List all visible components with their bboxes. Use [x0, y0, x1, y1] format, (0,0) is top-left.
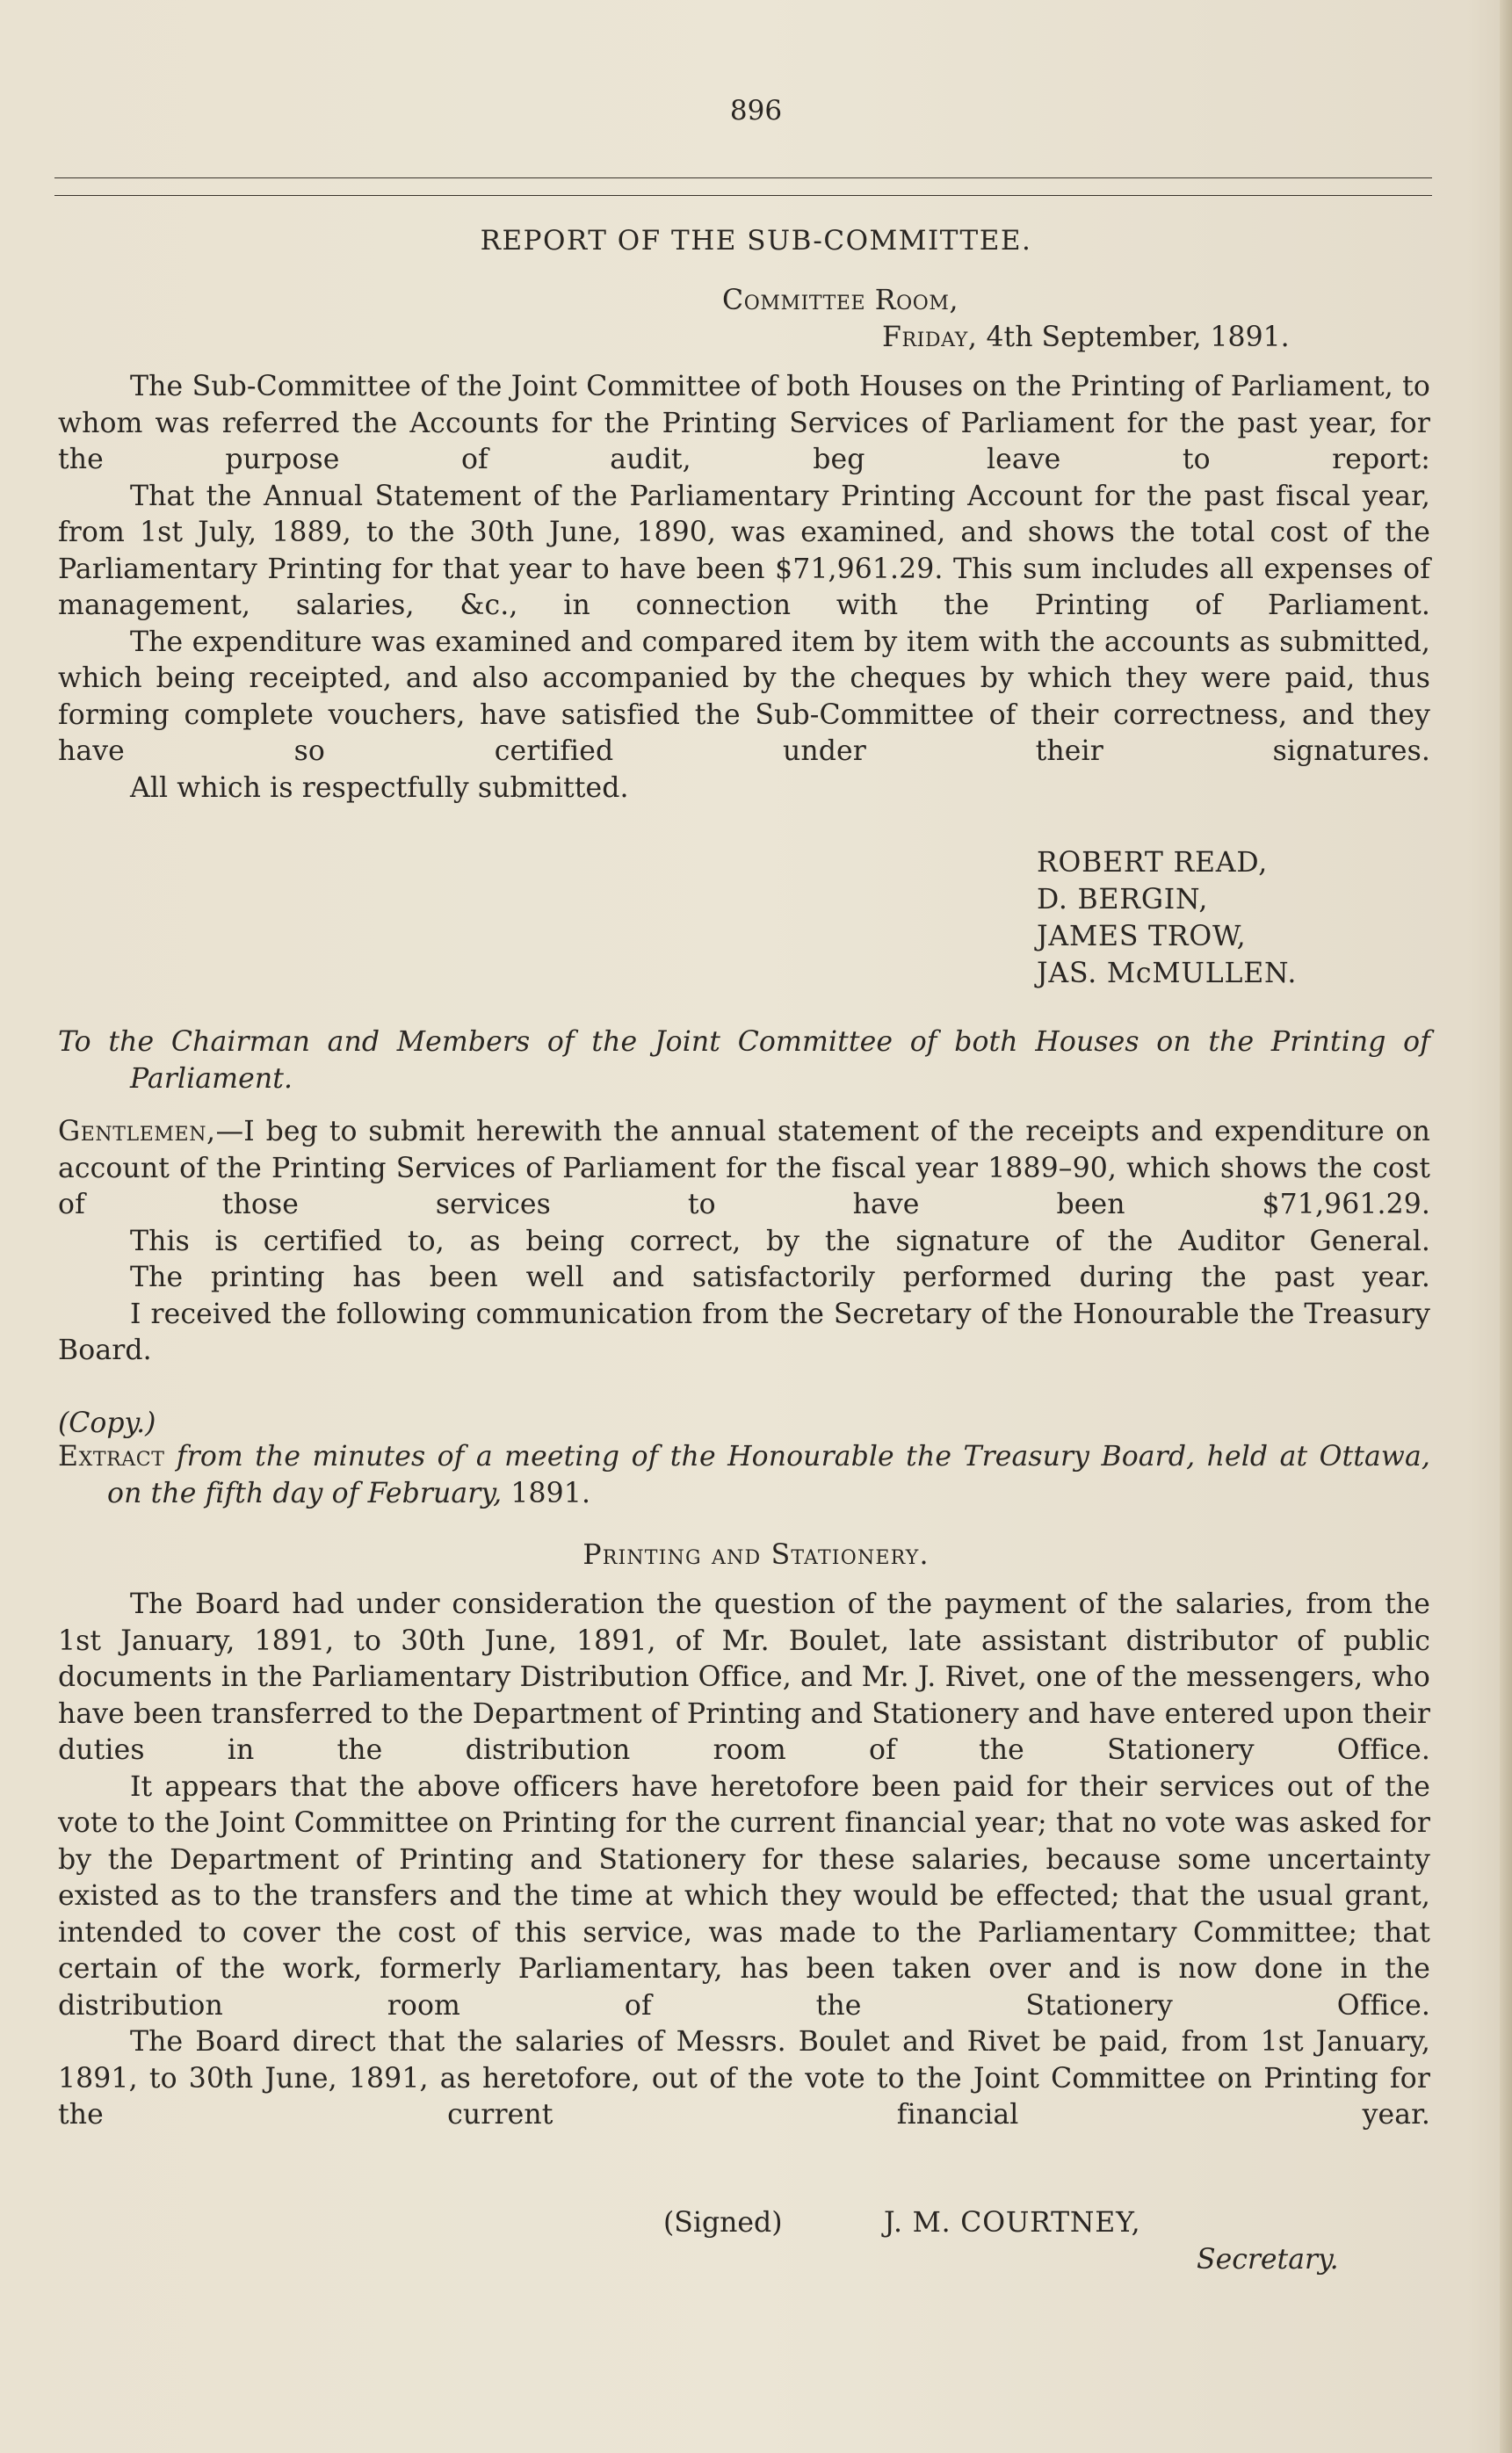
extract-paragraph: It appears that the above officers have heretofore been paid for their services out of the vote to the Joint Committee on Printing for the current financial year; that no vote was asked for by the Department of Printing and Stationery for these salaries, because some uncertainty existed as to the transfers and the time at which they would be effected; that the usual grant, intended to cover the cost of this service, was made to the Parliamentary Committee; that certain of the work, formerly Parliamentary, has been taken over and is now done in the distribution room of the Stationery Office.: [58, 1770, 1430, 2022]
dateline-day: Friday,: [882, 322, 978, 353]
extract-label: Extract: [58, 1441, 165, 1473]
extract-year: 1891.: [510, 1477, 591, 1509]
letter-paragraph: I received the following communication from the Secretary of the Honourable the Treasury Board.: [58, 1298, 1430, 1366]
extract-subheading: Printing and Stationery.: [582, 1539, 930, 1571]
extract-paragraph: The Board direct that the salaries of Messrs. Boulet and Rivet be paid, from 1st January, 1891, to 30th June, 1891, as heretofore, out of the vote to the Joint Committee on Printing for the current financial year.: [58, 2026, 1430, 2131]
signatory: ROBERT READ,: [1037, 847, 1269, 879]
header-rule-top: [54, 177, 1432, 178]
signatory: JAMES TROW,: [1037, 921, 1247, 952]
signatory: D. BERGIN,: [1037, 884, 1209, 915]
signatory: JAS. McMULLEN.: [1037, 958, 1298, 989]
report-body: [58, 369, 1430, 807]
extract-paragraph: The Board had under consideration the question of the payment of the salaries, from the 1st January, 1891, to 30th June, 1891, of Mr. Boulet, late assistant distributor of public documents in the Parliamentary Distribution Office, and Mr. J. Rivet, one of the messengers, who have been transferred to the Department of Printing and Stationery and have entered upon their duties in the distribution room of the Stationery Office.: [58, 1588, 1430, 1766]
letter-address-block: [58, 1024, 1430, 1097]
signer-name: J. M. COURTNEY,: [884, 2207, 1141, 2239]
report-paragraph: The expenditure was examined and compared item by item with the accounts as submitted, which being receipted, and also accompanied by the cheques by which they were paid, thus forming complete vouchers, have satisfied the Sub-Committee of their correctness, and they have so certified under their signatures.: [58, 626, 1430, 767]
letter-address: To the Chairman and Members of the Joint Committee of both Houses on the Printing of Parliament.: [58, 1026, 1430, 1095]
dateline-date: [882, 320, 1290, 357]
page-number: 896: [729, 95, 783, 127]
extract-title-text: from the minutes of a meeting of the Honourable the Treasury Board, held at Ottawa, on the fifth day of February,: [107, 1441, 1430, 1509]
extract-title-block: [58, 1439, 1430, 1512]
report-paragraph: The Sub-Committee of the Joint Committee of both Houses on the Printing of Parliament, to whom was referred the Accounts for the Printing Services of Parliament for the past year, for the purpose of audit, beg leave to report:: [58, 371, 1430, 475]
extract-title: [58, 1439, 1430, 1512]
dateline-date-text: 4th September, 1891.: [986, 322, 1290, 353]
dateline-room: Committee Room,: [722, 285, 959, 316]
letter-salutation: Gentlemen,: [58, 1116, 216, 1147]
signer-title: Secretary.: [1197, 2244, 1339, 2276]
letter-paragraph-text: —I beg to submit herewith the annual statement of the receipts and expenditure on account of the Printing Services of Parliament for the fiscal year 1889–90, which shows the cost of those services to have been $71,961.29.: [58, 1116, 1430, 1220]
letter-paragraph: This is certified to, as being correct, by the signature of the Auditor General.: [130, 1225, 1430, 1257]
report-paragraph: That the Annual Statement of the Parliamentary Printing Account for the past fiscal year, from 1st July, 1889, to the 30th June, 1890, was examined, and shows the total cost of the Parliamentary Printing for that year to have been $71,961.29. This sum includes all expenses of management, salaries, &c., in connection with the Printing of Parliament.: [58, 480, 1430, 621]
report-closing: All which is respectfully submitted.: [130, 771, 629, 804]
signed-label: (Signed): [663, 2207, 783, 2239]
letter-paragraph: [58, 1114, 1430, 1224]
header-rule-bottom: [54, 195, 1432, 196]
letter-body: [58, 1114, 1430, 1370]
extract-body: [58, 1587, 1430, 2134]
letter-paragraph: The printing has been well and satisfactorily performed during the past year.: [130, 1262, 1430, 1293]
page-binding-edge: [1500, 0, 1512, 2453]
copy-label: (Copy.): [58, 1407, 156, 1439]
report-heading: REPORT OF THE SUB-COMMITTEE.: [480, 225, 1032, 257]
